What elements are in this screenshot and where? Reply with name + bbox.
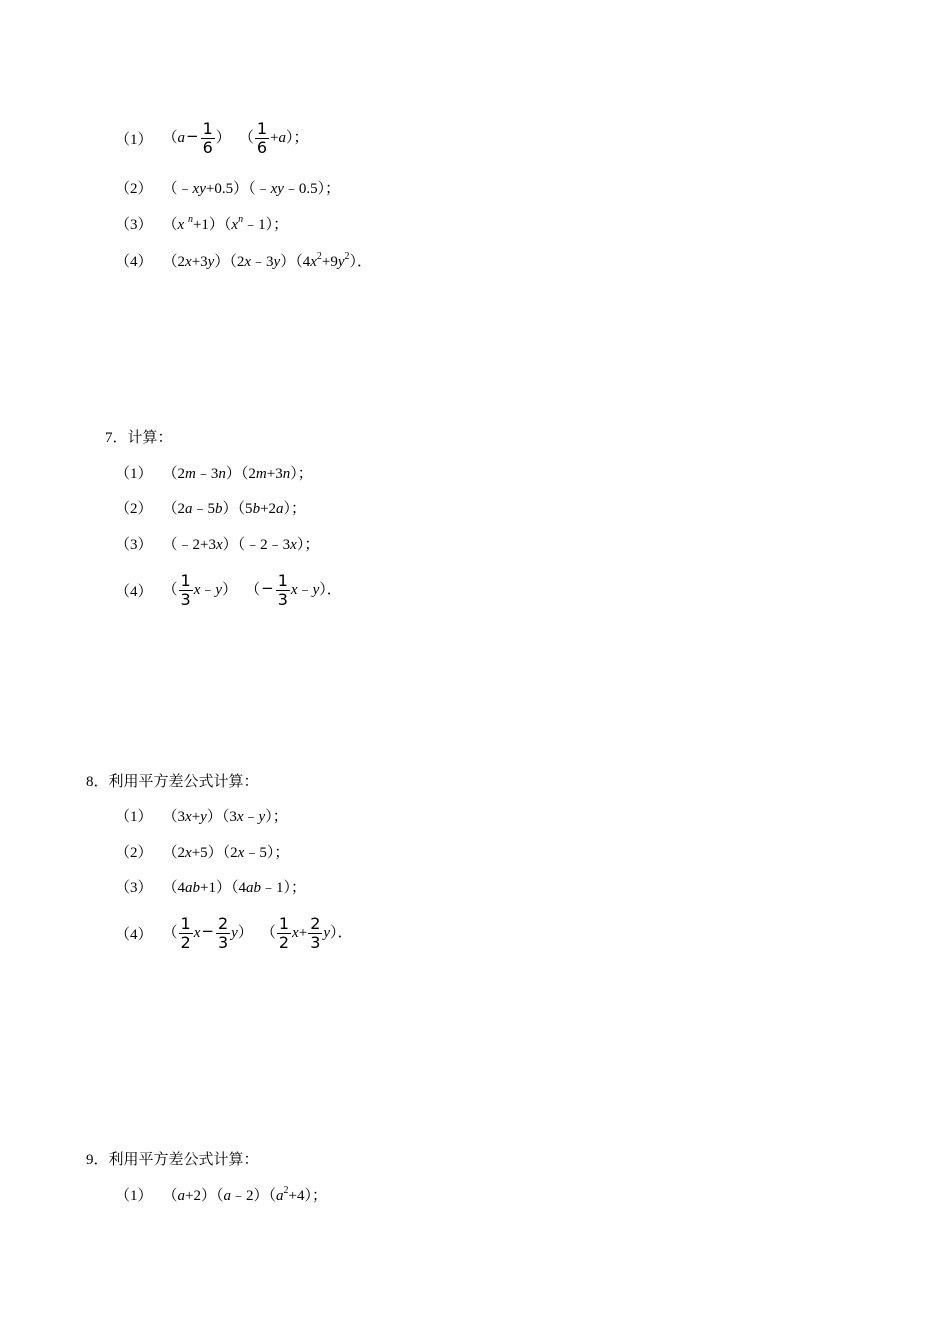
- q7-item-4: [115, 565, 342, 615]
- item-label: （3）: [115, 536, 153, 553]
- item-label: （4）: [115, 253, 153, 270]
- fraction: $\frac{1}{6}$: [202, 118, 213, 157]
- q8-item-1: [115, 803, 288, 827]
- q9-title: 9．利用平方差公式计算：: [86, 1151, 259, 1168]
- expression: （ $\frac{1}{2}$ x− $\frac{2}{3}$ y） （ $\frac{1}{2}$ x+ $\frac{2}{3}$ y）．: [162, 913, 353, 952]
- fraction: $\frac{1}{3}$: [180, 570, 191, 609]
- expression: （x $^n+1)(x^n﹣1)$；: [162, 213, 289, 233]
- q8-item-4: [115, 908, 353, 958]
- item-label: （3）: [115, 216, 153, 233]
- q6-item-2: [115, 175, 340, 199]
- expression: （3x+y）（3x﹣y）；: [162, 808, 288, 825]
- q7-item-3: [115, 531, 319, 555]
- item-label: （1）: [115, 465, 153, 482]
- item-label: （4）: [115, 926, 153, 943]
- expression: （2a﹣5b）（5b+2a）；: [162, 500, 307, 517]
- fraction: $\frac{1}{6}$: [256, 118, 268, 157]
- item-label: （2）: [115, 844, 153, 861]
- expression: （ $\frac{1}{3}$ x﹣y） （− $\frac{1}{3}$ x﹣y）．: [162, 570, 342, 609]
- fraction: $\frac{1}{2}$: [180, 913, 191, 952]
- item-label: （1）: [115, 808, 153, 825]
- item-label: （4）: [115, 583, 153, 600]
- item-label: （2）: [115, 500, 153, 517]
- q9-item-1: [115, 1182, 327, 1206]
- item-label: （3）: [115, 879, 153, 896]
- expression: （a− $\frac{1}{6}$ ） （ $\frac{1}{6}$ +a）；: [162, 118, 309, 157]
- fraction: $\frac{2}{3}$: [310, 913, 321, 952]
- expression: $(a+2)(a﹣2)(a^2+4)$；: [162, 1184, 327, 1204]
- q7-item-2: [115, 495, 306, 519]
- expression: （4ab+1）（4ab﹣1）；: [162, 879, 307, 896]
- expression: $(2x+3y)(2x﹣3y)(4x^2+9y^2)$．: [162, 250, 373, 270]
- q6-item-1: [115, 113, 309, 163]
- q7-title: 7．计算：: [105, 429, 173, 446]
- q8-item-3: [115, 874, 306, 898]
- expression: （﹣2+3x）（﹣2﹣3x）；: [162, 536, 320, 553]
- expression: （2x+5）（2x﹣5）；: [162, 844, 290, 861]
- expression: （﹣xy+0.5）（﹣xy﹣0.5）；: [162, 180, 341, 197]
- q8-item-2: [115, 839, 289, 863]
- fraction: $\frac{1}{3}$: [277, 570, 288, 609]
- q6-item-4: [115, 248, 372, 272]
- q7-item-1: [115, 460, 313, 484]
- fraction: $\frac{1}{2}$: [278, 913, 290, 952]
- q8-title: 8．利用平方差公式计算：: [86, 773, 259, 790]
- item-label: （1）: [115, 131, 153, 148]
- q6-item-3: [115, 211, 288, 235]
- fraction: $\frac{2}{3}$: [217, 913, 229, 952]
- item-label: （1）: [115, 1187, 153, 1204]
- item-label: （2）: [115, 180, 153, 197]
- expression: （2m﹣3n）（2m+3n）；: [162, 465, 313, 482]
